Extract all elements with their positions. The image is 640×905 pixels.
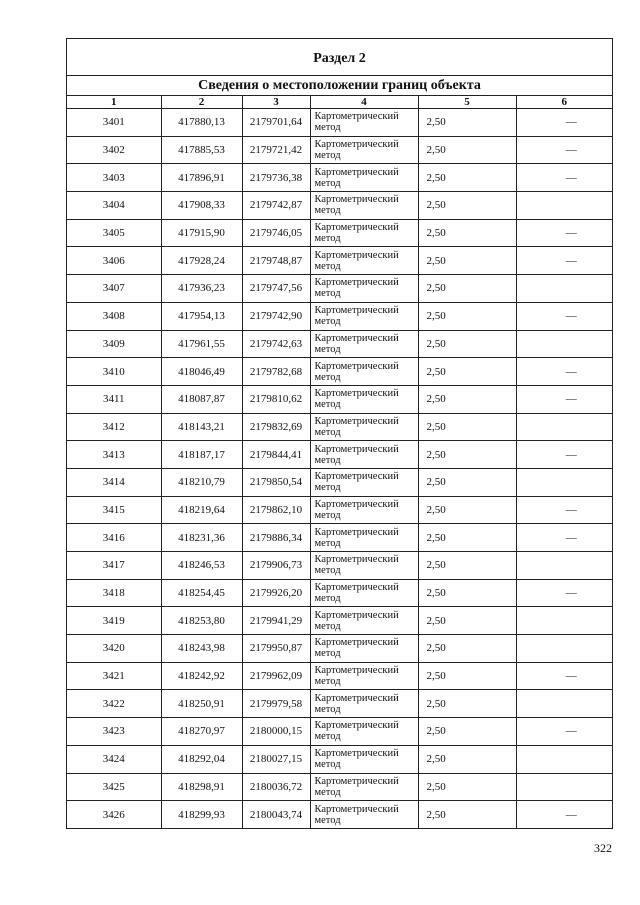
point-number-cell: 3402	[67, 136, 161, 164]
method-cell: Картометрический метод	[310, 524, 418, 552]
note-cell: —	[516, 579, 612, 607]
accuracy-cell: 2,50	[418, 275, 516, 303]
point-number-cell: 3419	[67, 607, 161, 635]
accuracy-cell: 2,50	[418, 164, 516, 192]
point-number-cell: 3408	[67, 302, 161, 330]
method-cell: Картометрический метод	[310, 385, 418, 413]
method-cell: Картометрический метод	[310, 496, 418, 524]
x-coordinate-cell: 417954,13	[161, 302, 242, 330]
method-cell: Картометрический метод	[310, 413, 418, 441]
accuracy-cell: 2,50	[418, 441, 516, 469]
table-row	[67, 662, 612, 690]
x-coordinate-cell: 418270,97	[161, 718, 242, 746]
accuracy-cell: 2,50	[418, 552, 516, 580]
accuracy-cell: 2,50	[418, 109, 516, 137]
table-row	[67, 164, 612, 192]
note-cell	[516, 745, 612, 773]
point-number-cell: 3413	[67, 441, 161, 469]
x-coordinate-cell: 418143,21	[161, 413, 242, 441]
section-title: Раздел 2	[67, 39, 612, 76]
column-header: 1	[67, 96, 161, 109]
accuracy-cell: 2,50	[418, 496, 516, 524]
x-coordinate-cell: 417885,53	[161, 136, 242, 164]
note-cell	[516, 275, 612, 303]
y-coordinate-cell: 2179906,73	[242, 552, 310, 580]
table-row	[67, 441, 612, 469]
table-row	[67, 468, 612, 496]
method-cell: Картометрический метод	[310, 109, 418, 137]
note-cell	[516, 635, 612, 663]
y-coordinate-cell: 2179748,87	[242, 247, 310, 275]
y-coordinate-cell: 2179862,10	[242, 496, 310, 524]
column-header: 6	[516, 96, 612, 109]
accuracy-cell: 2,50	[418, 745, 516, 773]
point-number-cell: 3404	[67, 192, 161, 220]
y-coordinate-cell: 2179950,87	[242, 635, 310, 663]
note-cell: —	[516, 358, 612, 386]
x-coordinate-cell: 418250,91	[161, 690, 242, 718]
x-coordinate-cell: 418298,91	[161, 773, 242, 801]
note-cell: —	[516, 496, 612, 524]
point-number-cell: 3416	[67, 524, 161, 552]
point-number-cell: 3411	[67, 385, 161, 413]
accuracy-cell: 2,50	[418, 136, 516, 164]
method-cell: Картометрический метод	[310, 302, 418, 330]
table-row	[67, 607, 612, 635]
method-cell: Картометрический метод	[310, 690, 418, 718]
column-header: 5	[418, 96, 516, 109]
note-cell: —	[516, 662, 612, 690]
method-cell: Картометрический метод	[310, 247, 418, 275]
boundary-coordinates-table	[67, 95, 612, 828]
x-coordinate-cell: 418246,53	[161, 552, 242, 580]
x-coordinate-cell: 418231,36	[161, 524, 242, 552]
point-number-cell: 3424	[67, 745, 161, 773]
table-row	[67, 690, 612, 718]
x-coordinate-cell: 418243,98	[161, 635, 242, 663]
point-number-cell: 3409	[67, 330, 161, 358]
accuracy-cell: 2,50	[418, 468, 516, 496]
point-number-cell: 3421	[67, 662, 161, 690]
document-frame	[66, 38, 613, 829]
y-coordinate-cell: 2179962,09	[242, 662, 310, 690]
accuracy-cell: 2,50	[418, 358, 516, 386]
x-coordinate-cell: 418242,92	[161, 662, 242, 690]
y-coordinate-cell: 2180000,15	[242, 718, 310, 746]
table-row	[67, 496, 612, 524]
point-number-cell: 3405	[67, 219, 161, 247]
table-row	[67, 192, 612, 220]
accuracy-cell: 2,50	[418, 662, 516, 690]
table-row	[67, 358, 612, 386]
note-cell: —	[516, 524, 612, 552]
table-row	[67, 579, 612, 607]
accuracy-cell: 2,50	[418, 385, 516, 413]
y-coordinate-cell: 2179782,68	[242, 358, 310, 386]
point-number-cell: 3422	[67, 690, 161, 718]
x-coordinate-cell: 418046,49	[161, 358, 242, 386]
point-number-cell: 3415	[67, 496, 161, 524]
y-coordinate-cell: 2179747,56	[242, 275, 310, 303]
point-number-cell: 3410	[67, 358, 161, 386]
accuracy-cell: 2,50	[418, 607, 516, 635]
x-coordinate-cell: 417896,91	[161, 164, 242, 192]
accuracy-cell: 2,50	[418, 524, 516, 552]
x-coordinate-cell: 418292,04	[161, 745, 242, 773]
table-row	[67, 773, 612, 801]
accuracy-cell: 2,50	[418, 192, 516, 220]
x-coordinate-cell: 417908,33	[161, 192, 242, 220]
note-cell: —	[516, 801, 612, 828]
table-row	[67, 275, 612, 303]
point-number-cell: 3426	[67, 801, 161, 828]
column-header: 2	[161, 96, 242, 109]
note-cell: —	[516, 718, 612, 746]
accuracy-cell: 2,50	[418, 579, 516, 607]
table-row	[67, 109, 612, 137]
x-coordinate-cell: 418219,64	[161, 496, 242, 524]
method-cell: Картометрический метод	[310, 552, 418, 580]
note-cell: —	[516, 247, 612, 275]
x-coordinate-cell: 418299,93	[161, 801, 242, 828]
column-header: 4	[310, 96, 418, 109]
note-cell	[516, 552, 612, 580]
point-number-cell: 3425	[67, 773, 161, 801]
point-number-cell: 3403	[67, 164, 161, 192]
x-coordinate-cell: 417928,24	[161, 247, 242, 275]
point-number-cell: 3417	[67, 552, 161, 580]
note-cell: —	[516, 164, 612, 192]
method-cell: Картометрический метод	[310, 441, 418, 469]
note-cell	[516, 773, 612, 801]
table-row	[67, 413, 612, 441]
note-cell: —	[516, 441, 612, 469]
y-coordinate-cell: 2179746,05	[242, 219, 310, 247]
y-coordinate-cell: 2179742,90	[242, 302, 310, 330]
table-row	[67, 219, 612, 247]
y-coordinate-cell: 2179926,20	[242, 579, 310, 607]
y-coordinate-cell: 2179844,41	[242, 441, 310, 469]
section-subtitle: Сведения о местоположении границ объекта	[67, 75, 612, 96]
y-coordinate-cell: 2180027,15	[242, 745, 310, 773]
page-number: 322	[594, 841, 612, 855]
note-cell: —	[516, 136, 612, 164]
point-number-cell: 3412	[67, 413, 161, 441]
accuracy-cell: 2,50	[418, 413, 516, 441]
method-cell: Картометрический метод	[310, 136, 418, 164]
x-coordinate-cell: 418187,17	[161, 441, 242, 469]
x-coordinate-cell: 418253,80	[161, 607, 242, 635]
note-cell: —	[516, 109, 612, 137]
y-coordinate-cell: 2179886,34	[242, 524, 310, 552]
method-cell: Картометрический метод	[310, 164, 418, 192]
method-cell: Картометрический метод	[310, 801, 418, 828]
note-cell: —	[516, 302, 612, 330]
method-cell: Картометрический метод	[310, 607, 418, 635]
method-cell: Картометрический метод	[310, 773, 418, 801]
point-number-cell: 3423	[67, 718, 161, 746]
table-row	[67, 385, 612, 413]
table-row	[67, 745, 612, 773]
note-cell	[516, 330, 612, 358]
point-number-cell: 3401	[67, 109, 161, 137]
method-cell: Картометрический метод	[310, 219, 418, 247]
y-coordinate-cell: 2179810,62	[242, 385, 310, 413]
method-cell: Картометрический метод	[310, 192, 418, 220]
note-cell	[516, 690, 612, 718]
x-coordinate-cell: 417880,13	[161, 109, 242, 137]
table-row	[67, 136, 612, 164]
y-coordinate-cell: 2179742,63	[242, 330, 310, 358]
accuracy-cell: 2,50	[418, 718, 516, 746]
method-cell: Картометрический метод	[310, 468, 418, 496]
y-coordinate-cell: 2179701,64	[242, 109, 310, 137]
x-coordinate-cell: 417936,23	[161, 275, 242, 303]
method-cell: Картометрический метод	[310, 635, 418, 663]
table-header-row	[67, 96, 612, 109]
point-number-cell: 3406	[67, 247, 161, 275]
y-coordinate-cell: 2179736,38	[242, 164, 310, 192]
table-row	[67, 330, 612, 358]
y-coordinate-cell: 2180043,74	[242, 801, 310, 828]
x-coordinate-cell: 417961,55	[161, 330, 242, 358]
accuracy-cell: 2,50	[418, 247, 516, 275]
y-coordinate-cell: 2179850,54	[242, 468, 310, 496]
table-row	[67, 718, 612, 746]
method-cell: Картометрический метод	[310, 745, 418, 773]
point-number-cell: 3414	[67, 468, 161, 496]
accuracy-cell: 2,50	[418, 690, 516, 718]
y-coordinate-cell: 2179941,29	[242, 607, 310, 635]
method-cell: Картометрический метод	[310, 330, 418, 358]
y-coordinate-cell: 2179979,58	[242, 690, 310, 718]
method-cell: Картометрический метод	[310, 275, 418, 303]
point-number-cell: 3420	[67, 635, 161, 663]
point-number-cell: 3407	[67, 275, 161, 303]
x-coordinate-cell: 418087,87	[161, 385, 242, 413]
method-cell: Картометрический метод	[310, 718, 418, 746]
method-cell: Картометрический метод	[310, 662, 418, 690]
point-number-cell: 3418	[67, 579, 161, 607]
table-row	[67, 552, 612, 580]
accuracy-cell: 2,50	[418, 773, 516, 801]
method-cell: Картометрический метод	[310, 358, 418, 386]
x-coordinate-cell: 418254,45	[161, 579, 242, 607]
table-row	[67, 801, 612, 828]
method-cell: Картометрический метод	[310, 579, 418, 607]
y-coordinate-cell: 2179832,69	[242, 413, 310, 441]
accuracy-cell: 2,50	[418, 801, 516, 828]
note-cell: —	[516, 385, 612, 413]
table-row	[67, 635, 612, 663]
accuracy-cell: 2,50	[418, 330, 516, 358]
table-row	[67, 247, 612, 275]
table-row	[67, 302, 612, 330]
note-cell	[516, 468, 612, 496]
note-cell	[516, 413, 612, 441]
table-row	[67, 524, 612, 552]
accuracy-cell: 2,50	[418, 219, 516, 247]
y-coordinate-cell: 2180036,72	[242, 773, 310, 801]
y-coordinate-cell: 2179721,42	[242, 136, 310, 164]
accuracy-cell: 2,50	[418, 302, 516, 330]
column-header: 3	[242, 96, 310, 109]
note-cell: —	[516, 219, 612, 247]
note-cell	[516, 607, 612, 635]
accuracy-cell: 2,50	[418, 635, 516, 663]
x-coordinate-cell: 418210,79	[161, 468, 242, 496]
note-cell	[516, 192, 612, 220]
x-coordinate-cell: 417915,90	[161, 219, 242, 247]
y-coordinate-cell: 2179742,87	[242, 192, 310, 220]
